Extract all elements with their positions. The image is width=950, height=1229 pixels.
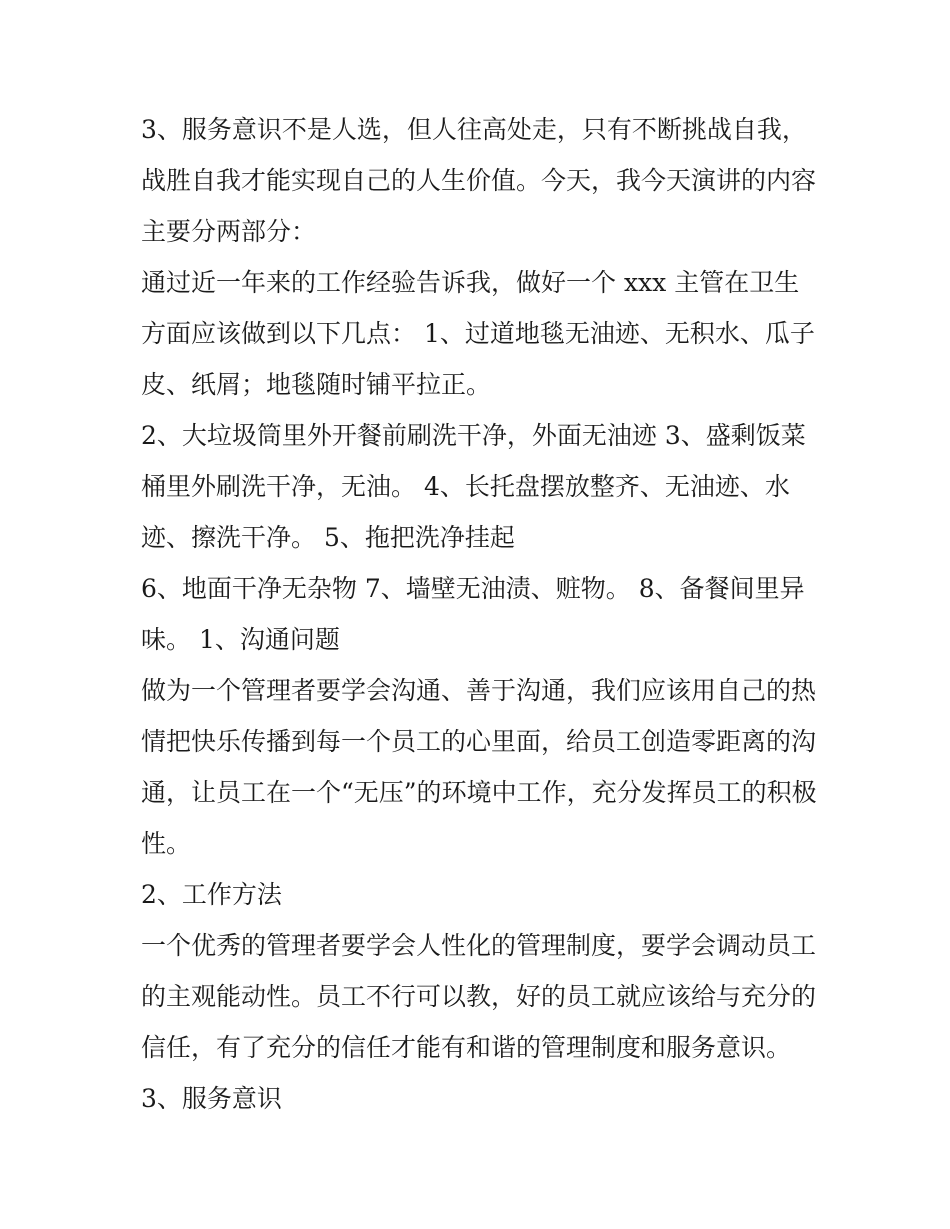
paragraph-communication: 做为一个管理者要学会沟通、善于沟通，我们应该用自己的热情把快乐传播到每一个员工的心里面，给员工创造零距离的沟通，让员工在一个“无压”的环境中工作，充分发挥员工的积极性。 [141,676,817,858]
heading-service-awareness: 3、服务意识 [141,1084,282,1113]
paragraph-service-awareness-intro: 3、服务意识不是人选，但人往高处走，只有不断挑战自我，战胜自我才能实现自己的人生价值。今天，我今天演讲的内容主要分两部分： [141,115,817,246]
paragraph-floor-walls: 6、地面干净无杂物 7、墙壁无油渍、赃物。 8、备餐间里异味。 1、沟通问题 [141,574,805,654]
paragraph-management: 一个优秀的管理者要学会人性化的管理制度，要学会调动员工的主观能动性。员工不行可以教，好的员工就应该给与充分的信任，有了充分的信任才能有和谐的管理制度和服务意识。 [141,931,817,1062]
paragraph-hygiene-points: 通过近一年来的工作经验告诉我，做好一个 xxx 主管在卫生方面应该做到以下几点： 1、过道地毯无油迹、无积水、瓜子皮、纸屑；地毯随时铺平拉正。 [141,268,815,399]
heading-work-method: 2、工作方法 [141,880,282,909]
document-body [141,104,821,1124]
paragraph-cleaning-items: 2、大垃圾筒里外开餐前刷洗干净，外面无油迹 3、盛剩饭菜桶里外刷洗干净，无油。 4、长托盘摆放整齐、无油迹、水迹、擦洗干净。 5、拖把洗净挂起 [141,421,806,552]
